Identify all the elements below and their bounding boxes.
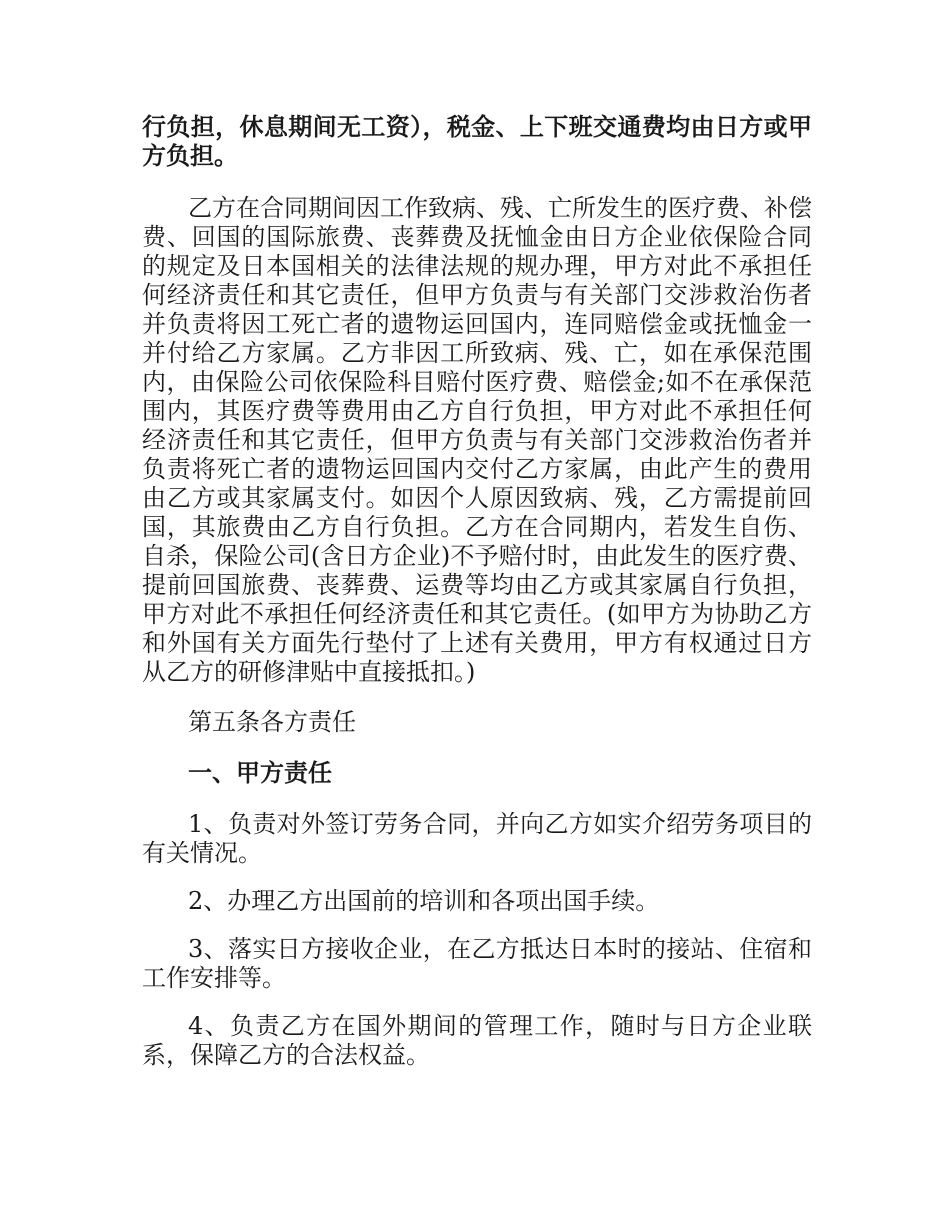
list-item: 1、负责对外签订劳务合同，并向乙方如实介绍劳务项目的有关情况。 [142, 810, 812, 867]
document-page [142, 113, 812, 1089]
list-item: 4、负责乙方在国外期间的管理工作，随时与日方企业联系，保障乙方的合法权益。 [142, 1012, 812, 1069]
list-item: 2、办理乙方出国前的培训和各项出国手续。 [188, 887, 660, 915]
injury-liability-paragraph: 乙方在合同期间因工作致病、残、亡所发生的医疗费、补偿费、回国的国际旅费、丧葬费及抚恤金由日方企业依保险合同的规定及日本国相关的法律法规的规办理，甲方对此不承担任何经济责任和其它责任，但甲方负责与有关部门交涉救治伤者并负责将因工死亡者的遗物运回国内，连同赔偿金或抚恤金一并付给乙方家属。乙方非因工所致病、残、亡，如在承保范围内，由保险公司依保险科目赔付医疗费、赔偿金;如不在承保范围内，其医疗费等费用由乙方自行负担，甲方对此不承担任何经济责任和其它责任，但甲方负责与有关部门交涉救治伤者并负责将死亡者的遗物运回国内交付乙方家属，由此产生的费用由乙方或其家属支付。如因个人原因致病、残，乙方需提前回国，其旅费由乙方自行负担。乙方在合同期内，若发生自伤、自杀，保险公司(含日方企业)不予赔付时，由此发生的医疗费、提前回国旅费、丧葬费、运费等均由乙方或其家属自行负担，甲方对此不承担任何经济责任和其它责任。(如甲方为协助乙方和外国有关方面先行垫付了上述有关费用，甲方有权通过日方从乙方的研修津贴中直接抵扣。) [142, 194, 812, 686]
article-five-title: 第五条各方责任 [188, 708, 356, 736]
section-one-title: 一、甲方责任 [188, 759, 332, 787]
list-item: 3、落实日方接收企业，在乙方抵达日本时的接站、住宿和工作安排等。 [142, 935, 812, 992]
continuation-paragraph: 行负担，休息期间无工资），税金、上下班交通费均由日方或甲方负担。 [142, 113, 812, 170]
